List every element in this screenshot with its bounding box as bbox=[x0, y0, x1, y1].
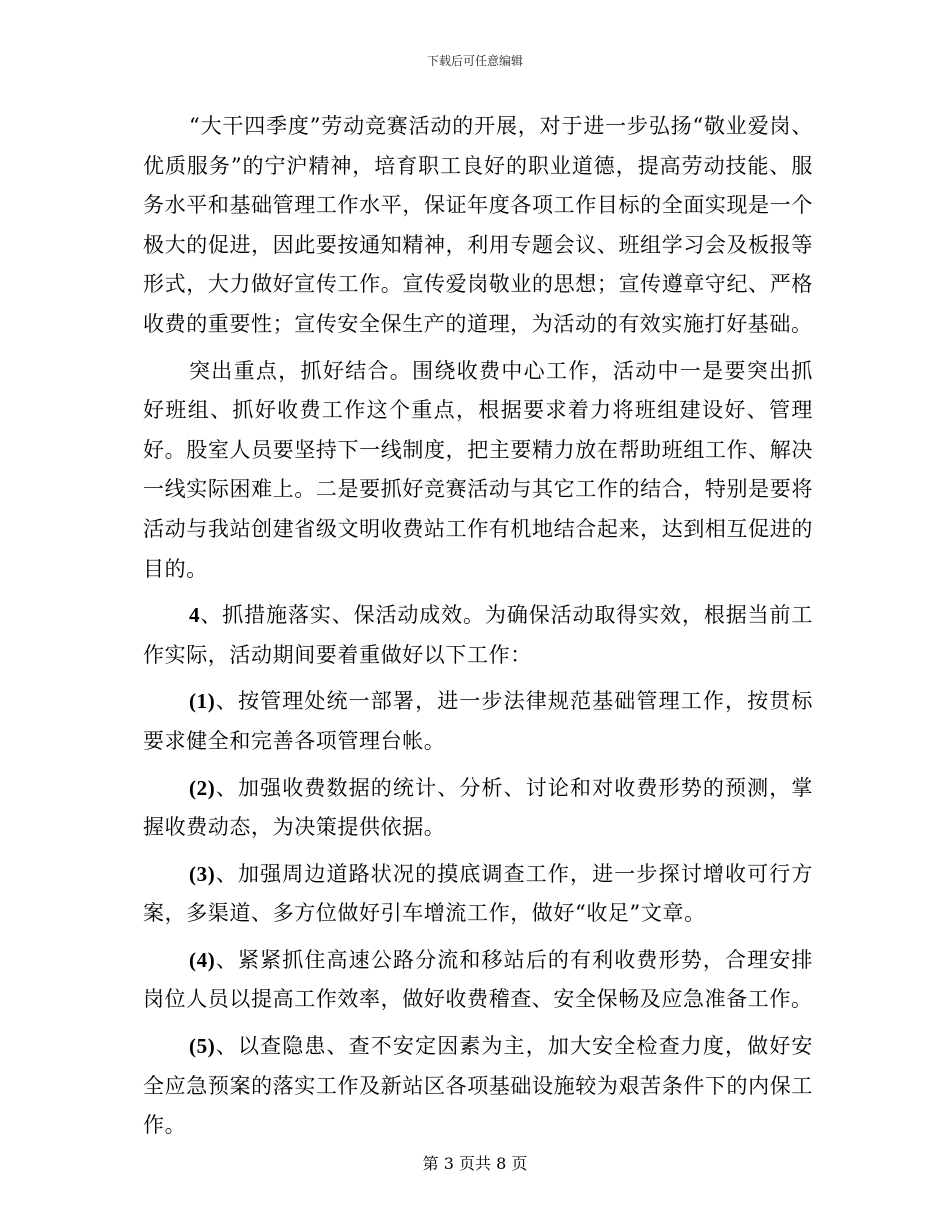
paragraph-text: “大干四季度”劳动竞赛活动的开展，对于进一步弘扬“敬业爱岗、优质服务”的宁沪精神，培育职工良好的职业道德，提高劳动技能、服务水平和基础管理工作水平，保证年度各项工作目标的全面实现是一个极大的促进，因此要按通知精神，利用专题会议、班组学习会及板报等形式，大力做好宣传工作。宣传爱岗敬业的思想；宣传遵章守纪、严格收费的重要性；宣传安全保生产的道理，为活动的有效实施打好基础。 bbox=[143, 114, 813, 336]
list-item-text: 、以查隐患、查不安定因素为主，加大安全检查力度，做好安全应急预案的落实工作及新站区各项基础设施较为艰苦条件下的内保工作。 bbox=[143, 1034, 813, 1138]
list-item-number: (3) bbox=[189, 861, 216, 886]
paragraph-measures bbox=[143, 596, 813, 675]
list-item-number: (1) bbox=[189, 689, 216, 714]
page-footer: 第 3 页共 8 页 bbox=[422, 1154, 528, 1173]
paragraph-number: 4 bbox=[189, 603, 201, 628]
list-item-text: 、按管理处统一部署，进一步法律规范基础管理工作，按贯标要求健全和完善各项管理台帐。 bbox=[143, 689, 813, 753]
list-item-text: 、加强周边道路状况的摸底调查工作，进一步探讨增收可行方案，多渠道、多方位做好引车增流工作，做好“收足”文章。 bbox=[143, 861, 813, 926]
paragraph-text: 突出重点，抓好结合。围绕收费中心工作，活动中一是要突出抓好班组、抓好收费工作这个重点，根据要求着力将班组建设好、管理好。股室人员要坚持下一线制度，把主要精力放在帮助班组工作、解决一线实际困难上。二是要抓好竞赛活动与其它工作的结合，特别是要将活动与我站创建省级文明收费站工作有机地结合起来，达到相互促进的目的。 bbox=[143, 358, 813, 581]
list-item bbox=[143, 682, 813, 761]
list-item-number: (4) bbox=[189, 947, 216, 972]
paragraph-publicity bbox=[143, 107, 813, 345]
list-item bbox=[143, 769, 813, 848]
paragraph-text: 、抓措施落实、保活动成效。为确保活动取得实效，根据当前工作实际，活动期间要着重做好以下工作： bbox=[143, 603, 813, 667]
list-item bbox=[143, 855, 813, 934]
list-item-number: (5) bbox=[189, 1034, 216, 1059]
list-item-text: 、紧紧抓住高速公路分流和移站后的有利收费形势，合理安排岗位人员以提高工作效率，做好收费稽查、安全保畅及应急准备工作。 bbox=[143, 947, 813, 1012]
list-item-number: (2) bbox=[189, 775, 216, 800]
list-item bbox=[143, 941, 813, 1020]
list-item-text: 、加强收费数据的统计、分析、讨论和对收费形势的预测，掌握收费动态，为决策提供依据。 bbox=[143, 775, 813, 840]
paragraph-focus bbox=[143, 352, 813, 590]
document-body bbox=[143, 107, 813, 1153]
list-item bbox=[143, 1027, 813, 1146]
page-header: 下载后可任意编辑 bbox=[426, 54, 523, 68]
